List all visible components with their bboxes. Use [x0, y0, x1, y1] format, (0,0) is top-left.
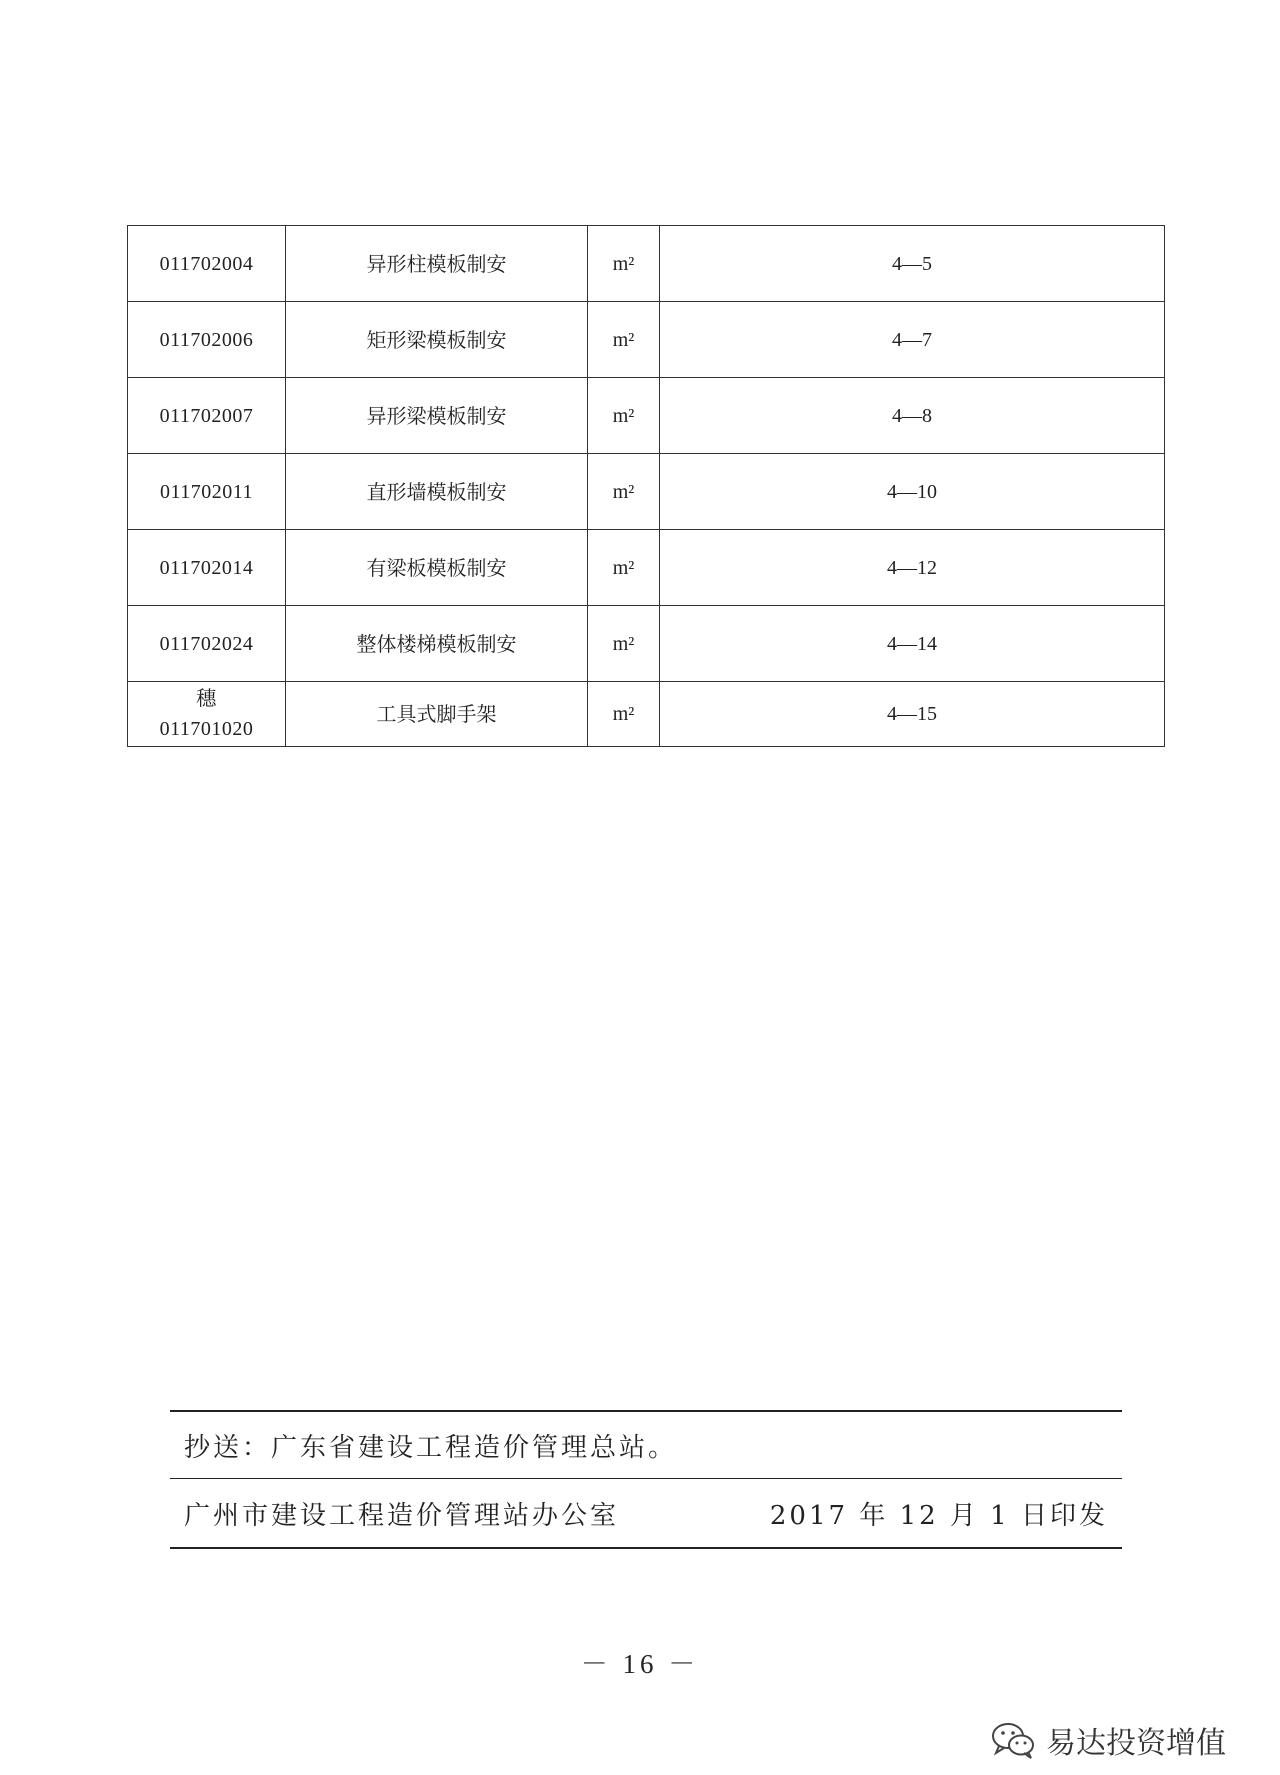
item-code-number: 011702006: [159, 328, 254, 351]
item-unit: m²: [588, 530, 660, 606]
quota-reference: 4—12: [660, 530, 1165, 606]
item-code: [128, 530, 286, 606]
item-unit: m²: [588, 302, 660, 378]
item-unit: m²: [588, 226, 660, 302]
item-code-prefix: 穗: [196, 688, 217, 710]
table-row: [128, 454, 1165, 530]
issue-date: 2017 年 12 月 1 日印发: [769, 1500, 1108, 1531]
item-code-number: 011702007: [159, 404, 254, 427]
item-code: [128, 226, 286, 302]
table-row: [128, 302, 1165, 378]
quota-reference: 4—14: [660, 606, 1165, 682]
table-row: [128, 530, 1165, 606]
item-name: 异形梁模板制安: [286, 378, 588, 454]
item-unit: m²: [588, 682, 660, 747]
item-code: [128, 302, 286, 378]
item-code: [128, 454, 286, 530]
item-code-number: 011702024: [159, 632, 254, 655]
quota-table: [127, 225, 1165, 747]
issuer-office: 广州市建设工程造价管理站办公室: [184, 1500, 620, 1531]
wechat-icon: [990, 1720, 1036, 1760]
quota-table-container: [127, 225, 1164, 747]
quota-reference: 4—8: [660, 378, 1165, 454]
item-name: 异形柱模板制安: [286, 226, 588, 302]
table-row: [128, 606, 1165, 682]
cc-line: 抄送：广东省建设工程造价管理总站。: [184, 1432, 678, 1463]
watermark: [990, 1718, 1226, 1762]
item-code-number: 011702004: [159, 252, 254, 275]
quota-reference: 4—10: [660, 454, 1165, 530]
item-name: 整体楼梯模板制安: [286, 606, 588, 682]
document-footer: [170, 1410, 1122, 1549]
item-name: 矩形梁模板制安: [286, 302, 588, 378]
table-row: [128, 378, 1165, 454]
item-unit: m²: [588, 606, 660, 682]
table-row: [128, 226, 1165, 302]
item-code-number: 011702011: [159, 480, 253, 503]
watermark-text: 易达投资增值: [1046, 1726, 1226, 1761]
item-code: [128, 378, 286, 454]
quota-reference: 4—5: [660, 226, 1165, 302]
item-unit: m²: [588, 454, 660, 530]
item-name: 有梁板模板制安: [286, 530, 588, 606]
print-line: [170, 1479, 1122, 1547]
item-name: 直形墙模板制安: [286, 454, 588, 530]
item-code-number: 011702014: [159, 556, 254, 579]
quota-reference: 4—15: [660, 682, 1165, 747]
table-row: [128, 682, 1165, 747]
item-unit: m²: [588, 378, 660, 454]
item-code-number: 011701020: [159, 718, 254, 740]
page-number: － 16 －: [580, 1649, 700, 1679]
item-code: [128, 606, 286, 682]
item-code: [128, 682, 286, 747]
item-name: 工具式脚手架: [286, 682, 588, 747]
footer-bottom-rule: [170, 1547, 1122, 1549]
quota-reference: 4—7: [660, 302, 1165, 378]
